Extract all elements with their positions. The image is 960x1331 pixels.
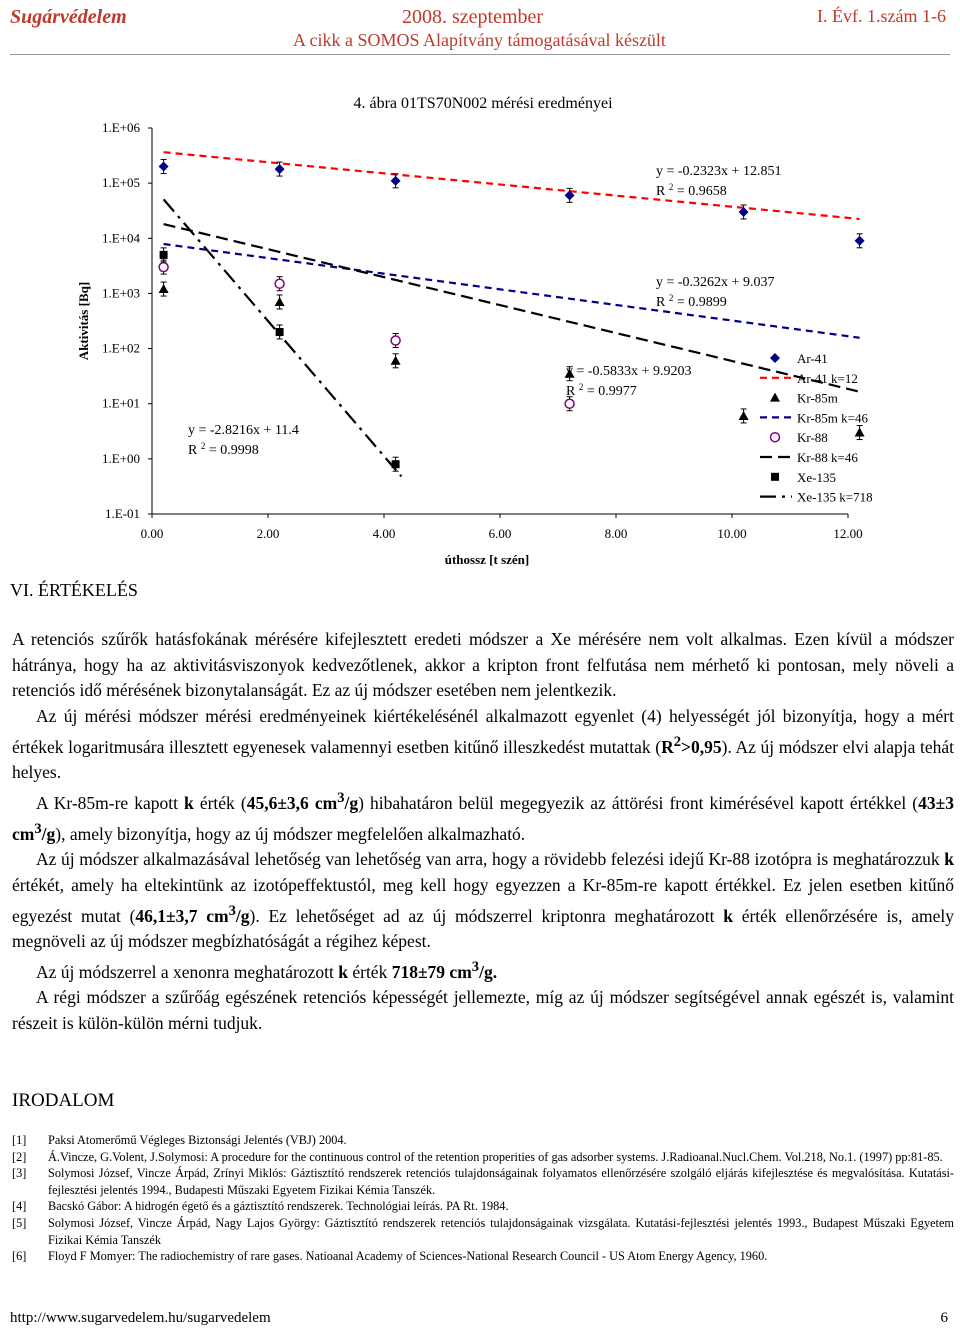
y-tick-label: 1.E-01 xyxy=(104,506,140,521)
reference-item: [4] Bacskó Gábor: A hidrogén égető és a gáztisztító rendszerek. Technológiai leírás. PA Rt. 1984. xyxy=(12,1199,509,1214)
activity-chart xyxy=(0,88,960,588)
data-point xyxy=(739,411,749,420)
reference-item: [5] Solymosi József, Vincze Árpád, Nagy Lajos György: Gáztisztító rendszerek retenciós tulajdonságainak vizsgálata. Kutatási-fejlesztési jelentés 1993., Budapest Műszaki Egyetem Fizikai Kémia Tanszék xyxy=(12,1215,954,1247)
fit-r2: R $^2$ = 0.9977 xyxy=(566,382,637,399)
reference-item: [3] Solymosi József, Vincze Árpád, Zrínyi Miklós: Gáztisztító rendszerek retenciós tulajdonságainak folyamatos ellenőrzésére szolgáló eljárás kifejlesztése és megvalósítása. Kutatási-fejlesztési jelentés 1994., Budapesti Műszaki Egyetem Fizikai Kémia Tanszék. xyxy=(12,1166,954,1197)
reference-item: [6] Floyd F Momyer: The radiochemistry of rare gases. Natioanal Academy of Sciences-National Research Council - US Atom Energy Agency, 1960. xyxy=(12,1249,768,1264)
data-point xyxy=(391,336,400,345)
page-header xyxy=(10,4,950,54)
section-title: VI. ÉRTÉKELÉS xyxy=(10,580,138,600)
data-point xyxy=(275,164,285,174)
page-footer xyxy=(10,1310,952,1327)
fit-equation: y = -0.3262x + 9.037 xyxy=(656,275,775,290)
header-subtitle: A cikk a SOMOS Alapítvány támogatásával készült xyxy=(293,30,666,50)
data-point xyxy=(159,284,169,293)
fit-equation: y = -0.5833x + 9.9203 xyxy=(566,364,692,379)
x-tick-label: 2.00 xyxy=(256,526,280,541)
y-tick-label: 1.E+02 xyxy=(101,340,140,356)
fit-equation: y = -0.2323x + 12.851 xyxy=(656,164,782,179)
references-title: IRODALOM xyxy=(12,1090,115,1111)
fit-equation: y = -2.8216x + 11.4 xyxy=(188,423,299,438)
legend-marker xyxy=(771,433,780,442)
footer-url-link[interactable]: http://www.sugarvedelem.hu/sugarvedelem xyxy=(10,1310,271,1326)
legend-label: Kr-88 k=46 xyxy=(797,450,858,465)
header-rule xyxy=(10,54,950,55)
fit-r2: R $^2$ = 0.9899 xyxy=(656,293,727,310)
data-point xyxy=(160,251,168,259)
issue-date: 2008. szeptember xyxy=(402,6,544,28)
data-point xyxy=(159,162,169,172)
x-tick-label: 6.00 xyxy=(488,526,512,541)
fit-r2: R $^2$ = 0.9658 xyxy=(656,182,727,199)
data-point xyxy=(565,399,574,408)
fit-line xyxy=(164,152,860,219)
legend-label: Xe-135 k=718 xyxy=(797,489,873,505)
paragraph-1: A retenciós szűrők hatásfokának mérésére kifejlesztett eredeti módszer a Xe mérésére nem volt alkalmas. Ezen kívül a módszer hátránya, hogy ha az aktivitásviszonyok kedvezőtlenek, akkor a kripton front felfutása nem mérhető ki pontosan, mely növeli a retenciós idő mérésének bizonytalanságát. Ez az új módszer esetében nem jelentkezik. xyxy=(12,629,954,701)
page-number: 6 xyxy=(940,1310,948,1326)
x-tick-label: 0.00 xyxy=(140,526,164,541)
legend-label: Kr-88 xyxy=(797,430,828,446)
y-tick-label: 1.E+00 xyxy=(101,450,140,466)
paragraph-5: Az új módszerrel a xenonra meghatározott k érték 718±79 $cm^3/g$. xyxy=(36,958,498,982)
legend-label: Kr-85m k=46 xyxy=(797,410,868,426)
y-tick-label: 1.E+03 xyxy=(101,285,140,301)
legend-marker xyxy=(770,353,780,363)
x-tick-label: 12.00 xyxy=(833,526,863,541)
x-tick-label: 10.00 xyxy=(717,526,747,541)
data-point xyxy=(275,279,284,288)
paragraph-3: A Kr-85m-re kapott k érték (45,6±3,6 $cm^3/g$) hibahatáron belül megegyezik az áttörési front kimérésével kapott értékkel (43±3 $cm^3/g$), amely bizonyítja, hogy az új módszer megfelelően alkalmazható. xyxy=(12,790,954,844)
x-tick-label: 8.00 xyxy=(604,526,628,541)
legend-label: Xe-135 xyxy=(797,469,836,485)
paragraph-2: Az új mérési módszer mérési eredményeinek kiértékelésénél alkalmazott egyenlet (4) helyességét jól bizonyítja, hogy a mért értékek logaritmusára illesztett egyenesek valamennyi esetben kitűnő illeszkedést mutattak $(R^2>0,95)$. Az új módszer elvi alapja tehát helyes. xyxy=(12,706,954,783)
data-point xyxy=(391,176,401,186)
data-point xyxy=(855,428,865,437)
y-tick-label: 1.E+06 xyxy=(101,120,140,135)
fit-line xyxy=(164,244,860,338)
volume-info: I. Évf. 1.szám 1-6 xyxy=(817,6,946,26)
x-axis-label: úthossz [t szén] xyxy=(444,552,530,567)
reference-item: [1] Paksi Atomerőmű Végleges Biztonsági Jelentés (VBJ) 2004. xyxy=(12,1133,347,1147)
reference-item: [2] Á.Vincze, G.Volent, J.Solymosi: A procedure for the continuous control of the retention properities of gas adsorber systems. J.Radioanal.Nucl.Chem. Vol.218, No.1. (1997) pp:81-85. xyxy=(12,1149,943,1164)
figure-caption: 4. ábra 01TS70N002 mérési eredményei xyxy=(353,95,613,112)
legend-marker xyxy=(771,473,779,481)
figure-4 xyxy=(0,88,960,588)
legend-label: Kr-85m xyxy=(797,390,838,406)
body-text xyxy=(12,627,954,1037)
data-point xyxy=(275,297,285,306)
data-point xyxy=(392,460,400,468)
fit-line xyxy=(164,224,860,392)
fit-r2: R $^2$ = 0.9998 xyxy=(188,441,259,458)
legend-label: Ar-41 k=12 xyxy=(797,370,858,386)
data-point xyxy=(276,328,284,336)
data-point xyxy=(391,356,401,365)
y-tick-label: 1.E+04 xyxy=(101,230,140,246)
y-axis-label: Aktivitás [Bq] xyxy=(76,281,91,361)
journal-name: Sugárvédelem xyxy=(10,6,127,28)
x-tick-label: 4.00 xyxy=(372,526,396,541)
y-tick-label: 1.E+05 xyxy=(101,175,140,191)
reference-list xyxy=(12,1132,954,1265)
data-point xyxy=(159,263,168,272)
y-tick-label: 1.E+01 xyxy=(101,395,140,411)
legend-marker xyxy=(770,393,780,402)
paragraph-6: A régi módszer a szűrőág egészének retenciós képességét jellemezte, míg az új módszer segítségével annak egészét is, valamint részeit is külön-külön mérni tudjuk. xyxy=(12,987,954,1033)
legend-label: Ar-41 xyxy=(797,351,828,366)
data-point xyxy=(855,236,865,246)
paragraph-4: Az új módszer alkalmazásával lehetőség van lehetőség van arra, hogy a rövidebb felezési idejű Kr-88 izotópra is meghatározzuk k értékét, amely ha eltekintünk az izotópeffektustól, meg kell hogy egyezzen a Kr-85m-re kapott értékkel. Ez jelen esetben kitűnő egyezést mutat (46,1±3,7 $cm^3/g$). Ez lehetőséget ad az új módszerrel kriptonra meghatározott k érték ellenőrzésére is, amely megnöveli az új módszer megbízhatóságát a régihez képest. xyxy=(12,849,954,952)
